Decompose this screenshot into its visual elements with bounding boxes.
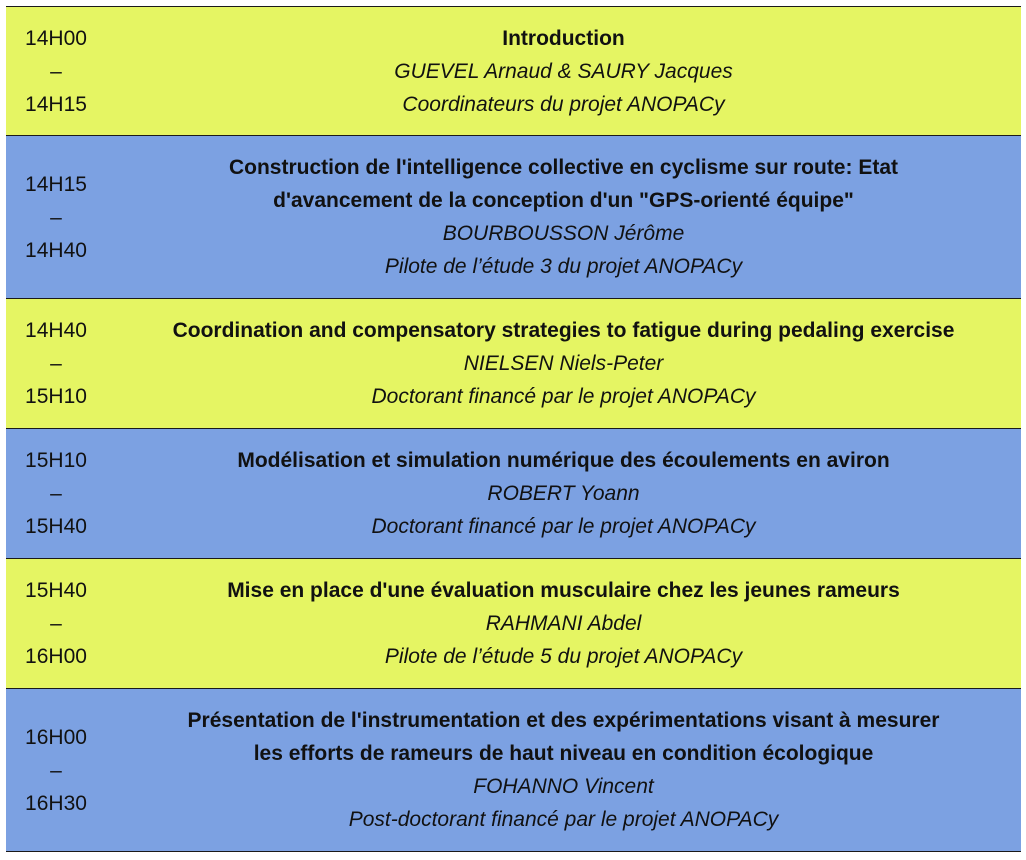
- session-role: Coordinateurs du projet ANOPACy: [402, 92, 725, 116]
- session-details: [106, 429, 1021, 559]
- end-time: 16H00: [25, 645, 87, 668]
- start-time: 14H40: [25, 319, 87, 342]
- end-time: 14H15: [25, 92, 87, 116]
- session-role: Doctorant financé par le projet ANOPACy: [371, 385, 756, 408]
- session-title: Introduction: [502, 26, 625, 50]
- session-details: [106, 136, 1021, 299]
- end-time: 16H30: [25, 791, 87, 815]
- time-cell: [6, 559, 106, 689]
- session-title-line-1: Présentation de l'instrumentation et des expérimentations visant à mesurer: [187, 709, 940, 732]
- session-role: Pilote de l’étude 3 du projet ANOPACy: [384, 255, 743, 278]
- end-time: 15H10: [25, 385, 87, 408]
- session-row: [6, 136, 1021, 299]
- time-separator: –: [50, 758, 62, 782]
- session-row: [6, 559, 1021, 689]
- start-time: 15H40: [25, 579, 87, 602]
- session-role: Pilote de l’étude 5 du projet ANOPACy: [384, 645, 743, 668]
- session-details: [106, 559, 1021, 689]
- end-time: 15H40: [25, 515, 87, 538]
- start-time: 14H15: [25, 172, 87, 196]
- time-cell: [6, 7, 106, 136]
- start-time: 14H00: [25, 26, 87, 50]
- session-row: [6, 429, 1021, 559]
- session-speaker: FOHANNO Vincent: [473, 775, 654, 798]
- session-speaker: GUEVEL Arnaud & SAURY Jacques: [394, 59, 733, 83]
- time-cell: [6, 136, 106, 299]
- start-time: 16H00: [25, 725, 87, 749]
- session-details: [106, 689, 1021, 852]
- session-row: [6, 689, 1021, 852]
- session-speaker: RAHMANI Abdel: [485, 612, 642, 635]
- session-details: [106, 299, 1021, 429]
- session-title-line-2: les efforts de rameurs de haut niveau en condition écologique: [253, 742, 874, 765]
- session-title: Coordination and compensatory strategies to fatigue during pedaling exercise: [172, 319, 955, 342]
- time-cell: [6, 689, 106, 852]
- session-title: Mise en place d'une évaluation musculaire chez les jeunes rameurs: [227, 579, 900, 602]
- session-speaker: ROBERT Yoann: [487, 482, 640, 505]
- end-time: 14H40: [25, 238, 87, 262]
- session-title-line-1: Construction de l'intelligence collective en cyclisme sur route: Etat: [228, 156, 898, 179]
- session-role: Post-doctorant financé par le projet ANOPACy: [348, 808, 779, 831]
- time-separator: –: [50, 612, 62, 635]
- time-separator: –: [50, 59, 62, 83]
- session-row: [6, 7, 1021, 136]
- time-cell: [6, 429, 106, 559]
- time-separator: –: [50, 482, 62, 505]
- session-title: Modélisation et simulation numérique des écoulements en aviron: [237, 449, 890, 472]
- session-speaker: NIELSEN Niels-Peter: [463, 352, 664, 375]
- time-separator: –: [50, 205, 62, 229]
- schedule-table: [6, 6, 1021, 852]
- session-speaker: BOURBOUSSON Jérôme: [442, 222, 685, 245]
- time-separator: –: [50, 352, 62, 375]
- session-role: Doctorant financé par le projet ANOPACy: [371, 515, 756, 538]
- session-title-line-2: d'avancement de la conception d'un "GPS-orienté équipe": [273, 189, 854, 212]
- session-details: [106, 7, 1021, 136]
- session-row: [6, 299, 1021, 429]
- start-time: 15H10: [25, 449, 87, 472]
- time-cell: [6, 299, 106, 429]
